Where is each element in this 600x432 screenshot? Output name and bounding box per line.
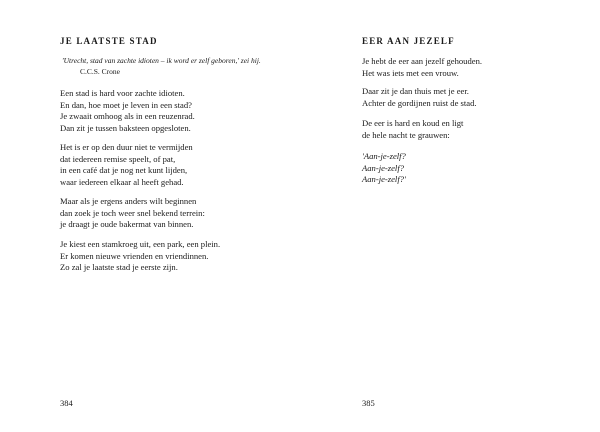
poem-line: Het was iets met een vrouw. <box>362 67 459 78</box>
stanza <box>60 239 220 274</box>
poem-title: JE LAATSTE STAD <box>60 36 158 46</box>
poem-line: dan zoek je toch weer snel bekend terrein: <box>60 207 205 218</box>
poem-line: in een café dat je nog net kunt lijden, <box>60 165 188 176</box>
poem-line: 'Aan-je-zelf? <box>362 151 406 161</box>
poem-line: Maar als je ergens anders wilt beginnen <box>60 196 197 206</box>
poem-line: de hele nacht te grauwen: <box>362 129 450 140</box>
poem-line: Een stad is hard voor zachte idioten. <box>60 88 185 98</box>
stanza <box>362 118 463 141</box>
poem-line: Zo zal je laatste stad je eerste zijn. <box>60 262 178 273</box>
poem-line: Het is er op den duur niet te vermijden <box>60 142 193 152</box>
italic-stanza <box>362 151 406 186</box>
poem-line: Je hebt de eer aan jezelf gehouden. <box>362 56 483 66</box>
page-number: 385 <box>362 398 375 408</box>
poem-line: Daar zit je dan thuis met je eer. <box>362 86 469 96</box>
poem-line: Er komen nieuwe vrienden en vriendinnen. <box>60 250 209 261</box>
poem-line: Achter de gordijnen ruist de stad. <box>362 97 477 108</box>
poem-line: Je zwaait omhoog als in een reuzenrad. <box>60 111 195 122</box>
poem-motto: 'Utrecht, stad van zachte idioten – ik word er zelf geboren,' zei hij. <box>62 56 261 65</box>
stanza <box>60 88 195 135</box>
poem-line: En dan, hoe moet je leven in een stad? <box>60 99 192 110</box>
stanza <box>362 86 477 109</box>
motto-author: C.C.S. Crone <box>80 67 121 76</box>
poem-line: Aan-je-zelf? <box>362 162 404 173</box>
poem-line: dat iedereen remise speelt, of pat, <box>60 153 176 164</box>
stanza <box>60 142 193 189</box>
poem-line: waar iedereen elkaar al heeft gehad. <box>60 177 184 188</box>
poem-line: Aan-je-zelf?' <box>362 174 406 185</box>
stanza <box>362 56 482 79</box>
right-page <box>300 0 600 432</box>
stanza <box>60 196 205 231</box>
poem-line: Je kiest een stamkroeg uit, een park, een plein. <box>60 239 221 249</box>
poem-line: je draagt je oude bakermat van binnen. <box>60 219 194 230</box>
poem-title: EER AAN JEZELF <box>362 36 455 46</box>
poem-line: De eer is hard en koud en ligt <box>362 118 464 128</box>
poem-line: Dan zit je tussen baksteen opgesloten. <box>60 123 191 134</box>
page-number: 384 <box>60 398 73 408</box>
